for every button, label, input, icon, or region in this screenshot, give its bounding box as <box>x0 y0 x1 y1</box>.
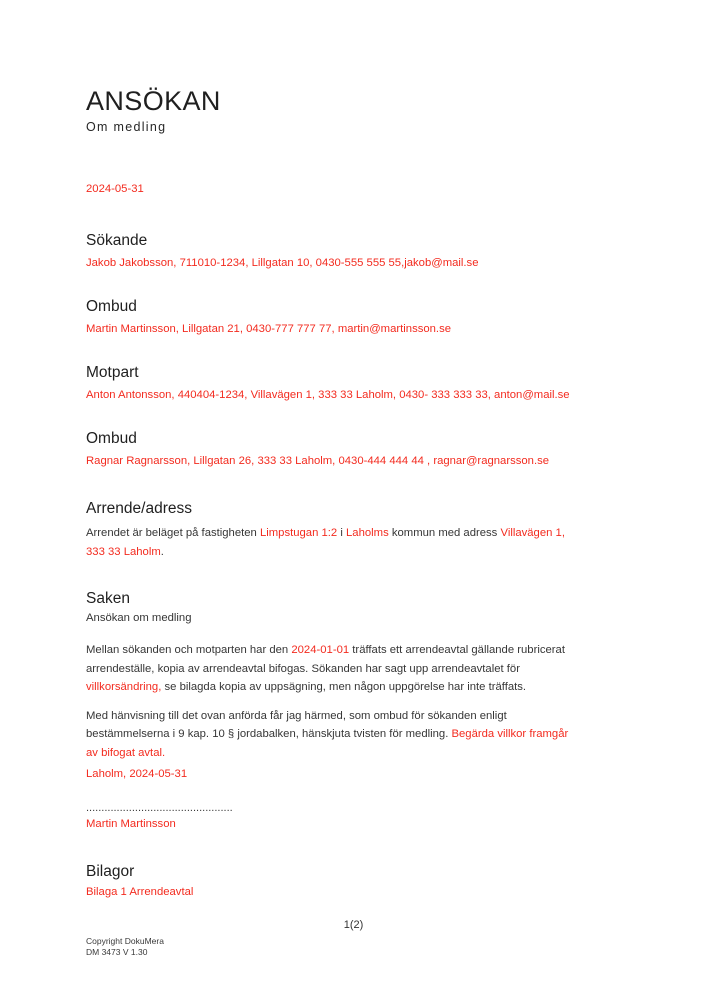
highlight-segment: Begärda villkor framgår <box>451 728 569 740</box>
highlight-segment: av bifogat avtal. <box>86 746 166 759</box>
page-number: 1(2) <box>343 919 364 931</box>
document-date: 2024-05-31 <box>86 183 144 195</box>
section-heading-sokande: Sökande <box>86 232 148 249</box>
party-value-ombud-2: Ragnar Ragnarsson, Lillgatan 26, 333 33 Laholm, 0430-444 444 44 , ragnar@ragnarsson.se <box>86 455 550 467</box>
text-segment: Arrendet är beläget på fastigheten <box>86 527 260 539</box>
party-value-sokande: Jakob Jakobsson, 711010-1234, Lillgatan 10, 0430-555 555 55,jakob@mail.se <box>86 257 479 269</box>
highlight-segment: villkorsändring, <box>86 681 162 693</box>
section-heading-ombud-1: Ombud <box>86 298 137 315</box>
text-segment: kommun med adress <box>388 527 501 539</box>
arrende-section <box>86 499 676 561</box>
document-content <box>86 86 676 900</box>
saken-subject: Ansökan om medling <box>86 612 192 624</box>
saken-section <box>86 589 676 762</box>
text-segment: Med hänvisning till det ovan anförda får jag härmed, som ombud för sökanden enligt <box>86 709 507 722</box>
signature-name: Martin Martinsson <box>86 818 176 830</box>
document-title: ANSÖKAN <box>86 86 221 116</box>
signature-place-date: Laholm, 2024-05-31 <box>86 768 188 780</box>
text-segment: se bilagda kopia av uppsägning, men någon uppgörelse har inte träffats. <box>161 681 527 693</box>
bilagor-section <box>86 862 676 900</box>
arrende-heading: Arrende/adress <box>86 500 192 517</box>
text-segment: i <box>337 527 347 539</box>
signature-dotted-line: ................................................ <box>86 802 233 814</box>
bilagor-heading: Bilagor <box>86 863 135 880</box>
highlight-segment: Limpstugan 1:2 <box>259 527 338 539</box>
arrende-paragraph <box>86 524 676 561</box>
parties-list <box>86 231 676 469</box>
highlight-segment: Laholms <box>346 527 389 539</box>
highlight-segment: 2024-01-01 <box>291 644 350 656</box>
text-segment: . <box>160 545 164 558</box>
section-heading-motpart: Motpart <box>86 364 139 381</box>
text-segment: bestämmelserna i 9 kap. 10 § jordabalken, hänskjuta tvisten för medling. <box>86 728 452 740</box>
section-ombud-2 <box>86 429 676 469</box>
paragraph-2 <box>86 707 676 763</box>
highlight-segment: Villavägen 1, <box>500 527 565 539</box>
text-segment: Mellan sökanden och motparten har den <box>86 644 292 656</box>
saken-heading: Saken <box>86 590 130 607</box>
footer-version: DM 3473 V 1.30 <box>86 946 148 957</box>
section-sokande <box>86 231 676 271</box>
paragraph-1 <box>86 641 676 697</box>
text-segment: arrendeställe, kopia av arrendeavtal bifogas. Sökanden har sagt upp arrendeavtalet för <box>86 662 520 675</box>
highlight-segment: 333 33 Laholm <box>86 545 161 558</box>
footer-copyright: Copyright DokuMera <box>86 936 164 946</box>
document-subtitle: Om medling <box>86 120 167 134</box>
section-ombud-1 <box>86 297 676 337</box>
text-segment: träffats ett arrendeavtal gällande rubricerat <box>349 644 565 656</box>
section-heading-ombud-2: Ombud <box>86 430 137 447</box>
party-value-motpart: Anton Antonsson, 440404-1234, Villavägen 1, 333 33 Laholm, 0430- 333 333 33, anton@mail.se <box>86 389 570 401</box>
party-value-ombud-1: Martin Martinsson, Lillgatan 21, 0430-777 777 77, martin@martinsson.se <box>86 323 451 335</box>
footer-copyright-block <box>86 936 164 957</box>
bilagor-item: Bilaga 1 Arrendeavtal <box>86 886 194 898</box>
section-motpart <box>86 363 676 403</box>
